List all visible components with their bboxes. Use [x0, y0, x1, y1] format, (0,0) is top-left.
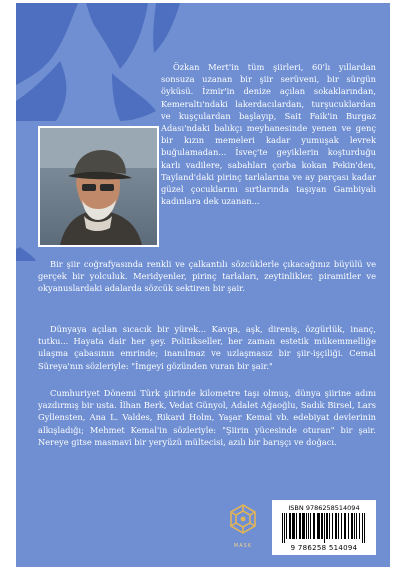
barcode-bar: [329, 513, 330, 539]
paragraph-journey: Bir şiir coğrafyasında renkli ve çalkantılı sözcüklerle çıkacağınız büyülü ve gerçek bir yolculuk. Meridyenler, pirinç tarlaları, zeytinlikler, piramitler ve okyanuslardaki adalarda sözcük sektiren bir şair.: [38, 259, 376, 294]
barcode-bar: [292, 513, 295, 539]
barcode-bar: [299, 513, 301, 539]
barcode-bars: [281, 513, 367, 543]
barcode-bar: [335, 513, 337, 539]
barcode-bar: [289, 513, 291, 539]
barcode-bar: [284, 513, 285, 543]
barcode-bar: [359, 513, 360, 539]
back-cover: [16, 3, 390, 567]
barcode-bar: [326, 513, 328, 539]
publisher-name: MASK: [233, 543, 253, 549]
barcode-bar: [338, 513, 339, 539]
barcode-bar: [321, 513, 323, 539]
barcode-bar: [324, 513, 325, 543]
barcode-bar: [310, 513, 311, 539]
barcode-bar: [306, 513, 307, 539]
barcode-bar: [302, 513, 305, 539]
barcode: [272, 500, 376, 555]
isbn-digits: 9 786258 514094: [290, 544, 358, 552]
barcode-bar: [286, 513, 287, 539]
barcode-bar: [354, 513, 355, 539]
isbn-label: ISBN 9786258514094: [288, 504, 360, 512]
publisher-logo-icon: [226, 502, 260, 542]
author-photo: [38, 126, 159, 247]
barcode-bar: [313, 513, 315, 539]
barcode-bar: [351, 513, 353, 539]
barcode-bar: [344, 513, 346, 539]
barcode-bar: [364, 513, 365, 543]
barcode-bar: [356, 513, 357, 539]
barcode-bar: [296, 513, 297, 539]
barcode-bar: [317, 513, 320, 539]
barcode-bar: [332, 513, 333, 539]
barcode-bar: [362, 513, 363, 543]
paragraph-master: Cumhuriyet Dönemi Türk şiirinde kilometre taşı olmuş, dünya şiirine adını yazdırmış bir usta. İlhan Berk, Vedat Günyol, Adalet Ağaoğlu, Sadık Birsel, Lars Gyllensten, Ana L. Valdes, Rikard Holm, Yaşar Kemal vb. edebiyat devlerinin alkışladığı; Mehmet Kemal'in sözleriyle: "Şiirin yücesinde oturan" bir şair. Nereye gitse masmavi bir yeryüzü mültecisi, azılı bir barışçı ve doğacı.: [38, 388, 376, 447]
barcode-bar: [282, 513, 283, 543]
barcode-bar: [308, 513, 309, 539]
barcode-bar: [348, 513, 349, 539]
barcode-bar: [341, 513, 342, 539]
paragraph-heart: Dünyaya açılan sıcacık bir yürek... Kavga, aşk, direniş, özgürlük, inanç, tutku... Hayata dair her şey. Politikseller, her zaman estetik mükemmelliğe ulaşma çabasının emrinde; inanılmaz ve uzlaşmasız bir şiir-işçiliği. Cemal Süreya'nın sözleriyle: "İmgeyi gözünden vuran bir şair.": [38, 324, 376, 371]
paragraph-intro: Özkan Mert'in tüm şiirleri, 60'lı yıllardan sonsuza uzanan bir şiir serüveni, bir sürgün öyküsü. İzmir'in denize açılan sokaklarından, Kemeraltı'ndaki lakerdacılardan, turşucuklardan ve kuşçulardan başlayıp, Sait Faik'in Burgaz Adası'ndaki balıkçı meyhanesinde yenen ve genç bir kızın memeleri kadar yumuşak levrek buğulamadan... İsveç'te geyiklerin koşturduğu karlı vadilere, sabahları çorba kokan Pekin'den, Tayland'daki pirinç tarlalarına ve ay parçası kadar güzel çocuklarını sırtlarında taşıyan Gambiyalı kadınlara dek uzanan...: [161, 62, 376, 207]
